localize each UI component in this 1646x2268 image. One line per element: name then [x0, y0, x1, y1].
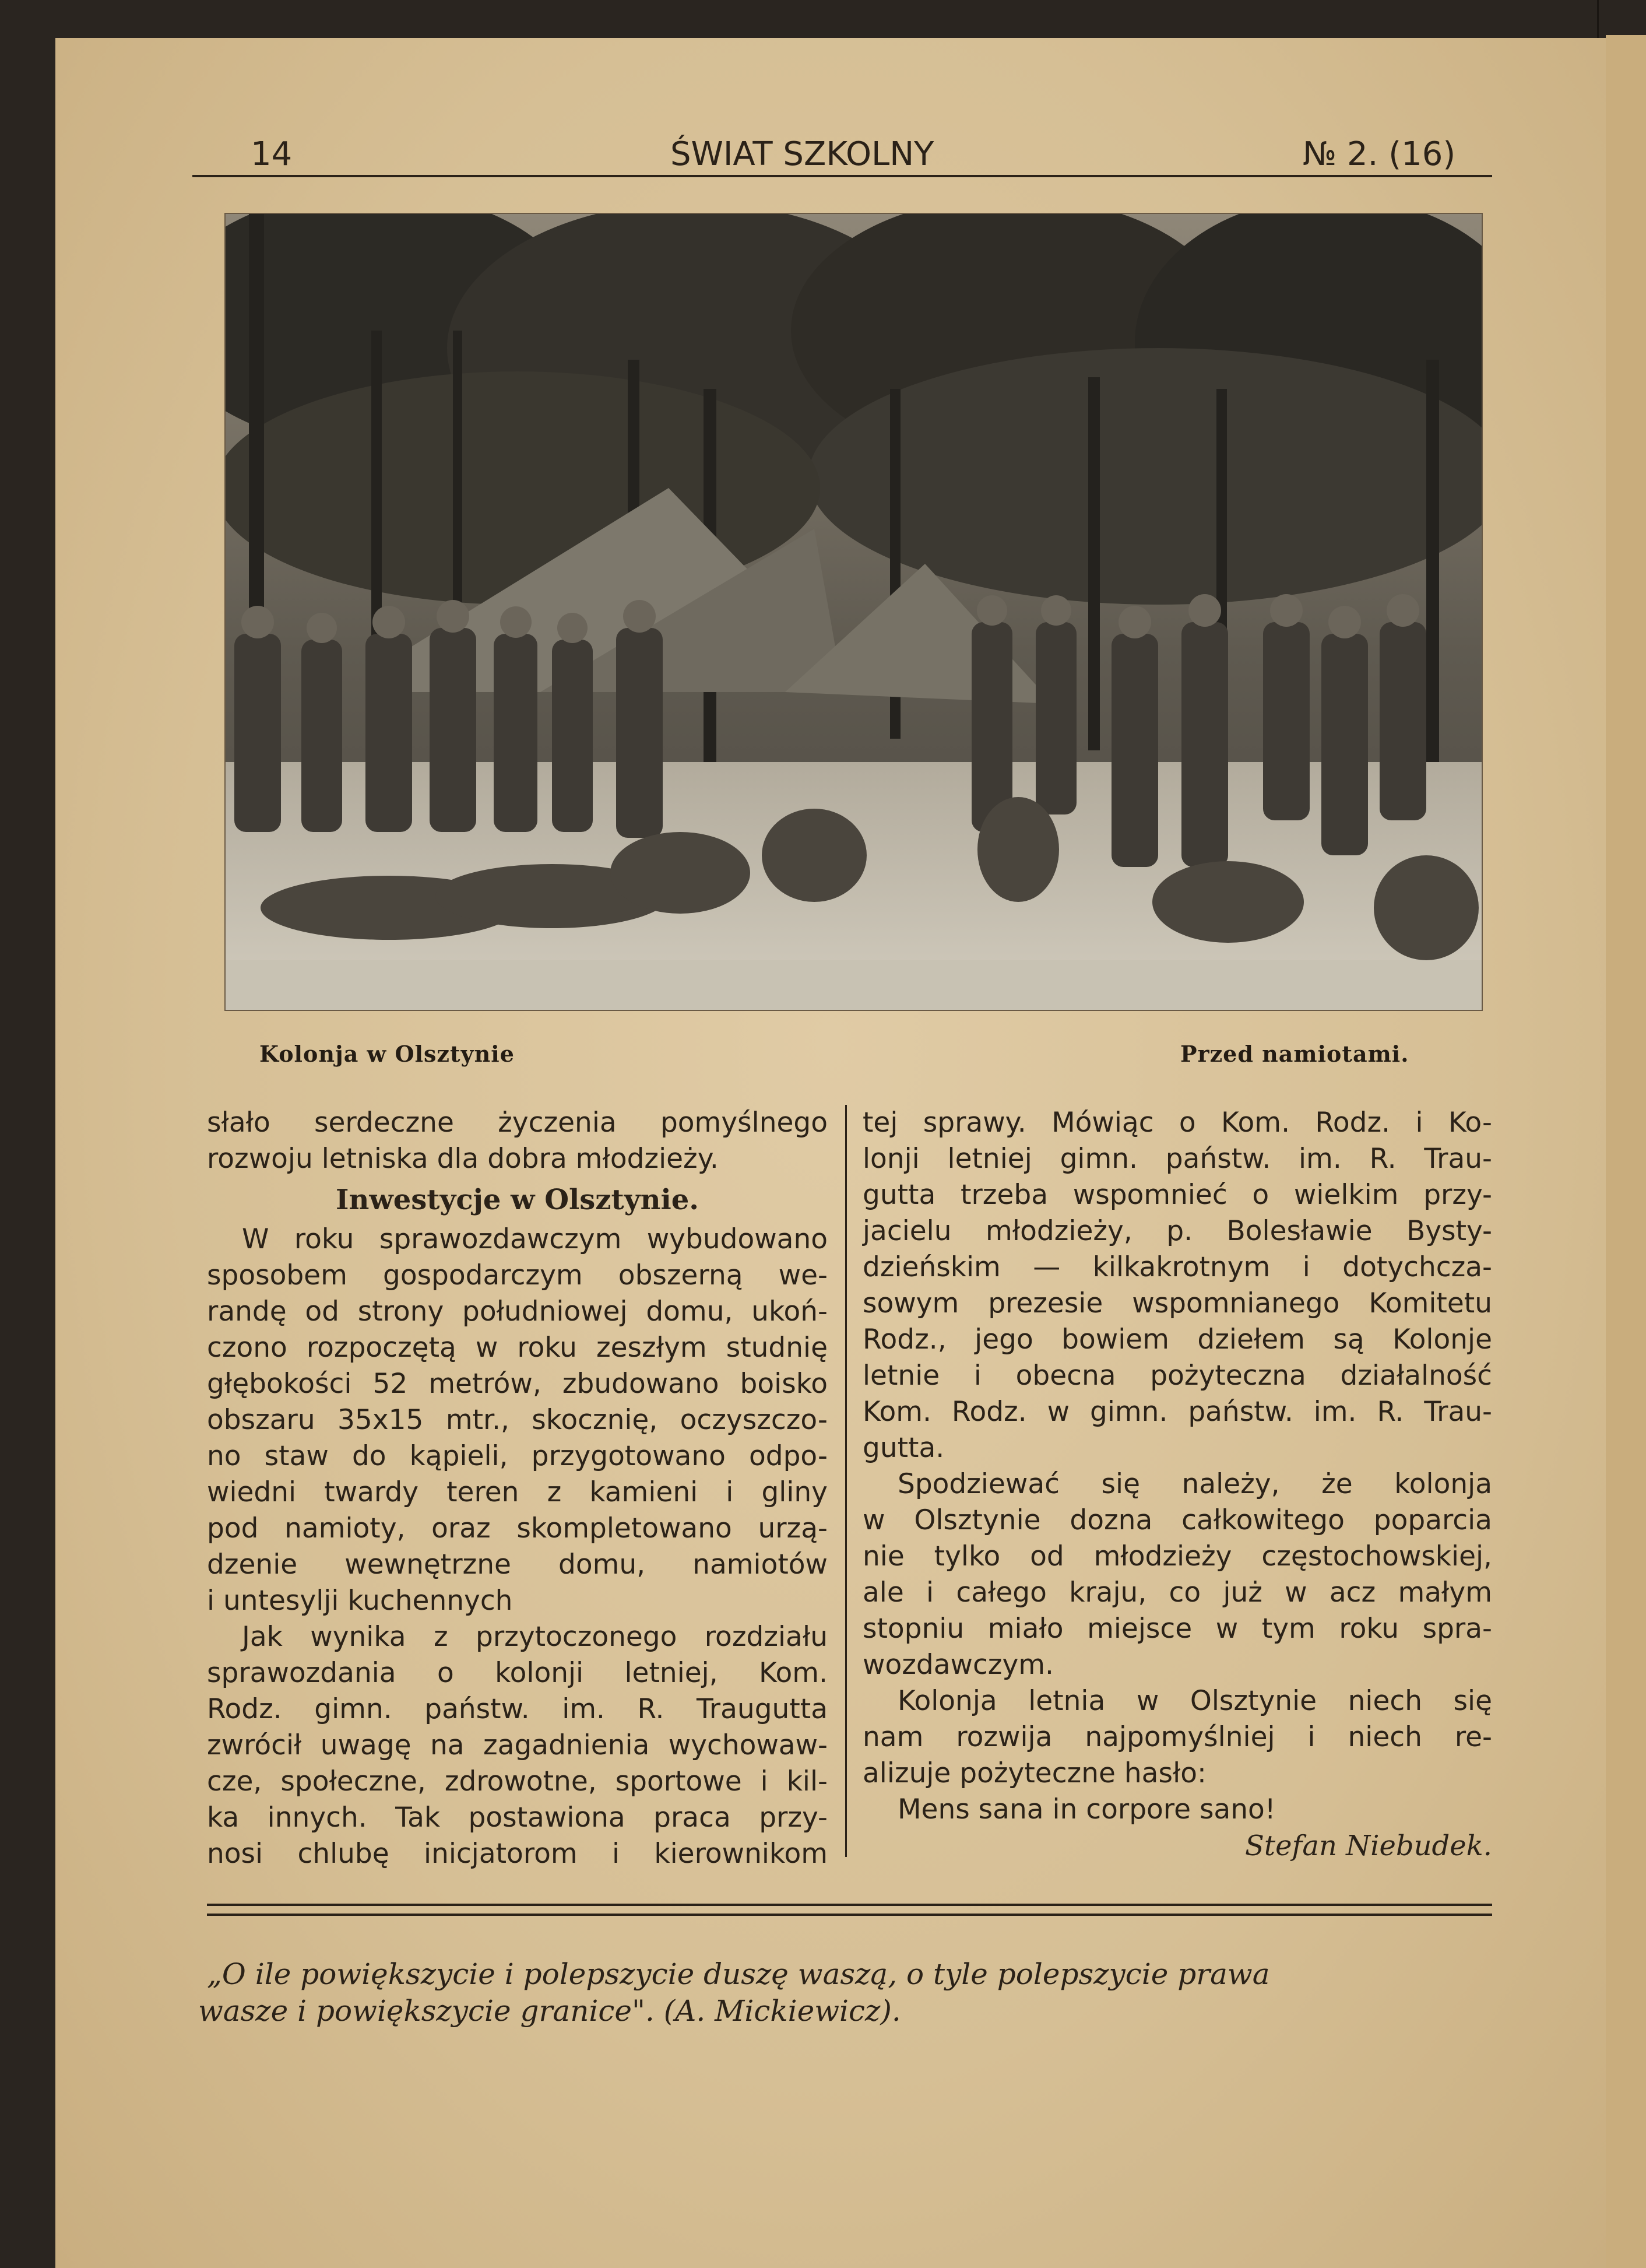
text-line: stopniu miało miejsce w tym roku spra-: [863, 1613, 1492, 1645]
text-line: gutta.: [863, 1432, 945, 1464]
text-line: czono rozpoczętą w roku zeszłym studnię: [207, 1332, 828, 1364]
text-line: sposobem gospodarczym obszerną we-: [207, 1259, 828, 1291]
text-line: Mens sana in corpore sano!: [898, 1793, 1276, 1825]
bottom-rule-top: [207, 1904, 1492, 1906]
text-line: sowym prezesie wspomnianego Komitetu: [863, 1287, 1492, 1319]
header-rule: [192, 175, 1492, 177]
text-line: pod namioty, oraz skompletowano urzą-: [207, 1512, 828, 1544]
text-line: alizuje pożyteczne hasło:: [863, 1757, 1207, 1789]
text-line: Kolonja letnia w Olsztynie niech się: [898, 1685, 1492, 1717]
text-line: jacielu młodzieży, p. Bolesławie Bysty-: [863, 1215, 1492, 1247]
author-signature: Stefan Niebudek.: [1244, 1830, 1492, 1862]
text-line: Rodz., jego bowiem dziełem są Kolonje: [863, 1323, 1492, 1356]
text-line: tej sprawy. Mówiąc o Kom. Rodz. i Ko-: [863, 1107, 1492, 1139]
column-divider: [845, 1105, 847, 1857]
text-line: W roku sprawozdawczym wybudowano: [242, 1223, 828, 1255]
text-line: słało serdeczne życzenia pomyślnego: [207, 1107, 828, 1139]
page-number: 14: [251, 135, 293, 173]
journal-title: ŚWIAT SZKOLNY: [670, 135, 934, 173]
text-line: dzenie wewnętrzne domu, namiotów: [207, 1549, 828, 1581]
text-line: obszaru 35x15 mtr., skocznię, oczyszczo-: [207, 1404, 828, 1436]
text-line: głębokości 52 metrów, zbudowano boisko: [207, 1368, 828, 1400]
text-line: no staw do kąpieli, przygotowano odpo-: [207, 1440, 828, 1472]
text-line: zwrócił uwagę na zagadnienia wychowaw-: [207, 1729, 828, 1761]
left-text-column: [207, 1105, 828, 1872]
text-line: nie tylko od młodzieży częstochowskiej,: [863, 1540, 1492, 1572]
text-line: ale i całego kraju, co już w acz małym: [863, 1577, 1492, 1609]
camp-photo: [224, 213, 1483, 1011]
text-line: letnie i obecna pożyteczna działalność: [863, 1360, 1492, 1392]
text-line: randę od strony południowej domu, ukoń-: [207, 1296, 828, 1328]
text-line: Jak wynika z przytoczonego rozdziału: [242, 1621, 828, 1653]
text-line: i untesylji kuchennych: [207, 1585, 513, 1617]
text-line: cze, społeczne, zdrowotne, sportowe i kil-: [207, 1765, 828, 1797]
photo-caption-right: Przed namiotami.: [1180, 1041, 1409, 1067]
text-line: Spodziewać się należy, że kolonja: [898, 1468, 1492, 1500]
text-line: nosi chlubę inicjatorom i kierownikom: [207, 1838, 828, 1870]
text-line: ka innych. Tak postawiona praca przy-: [207, 1802, 828, 1834]
text-line: nam rozwija najpomyślniej i niech re-: [863, 1721, 1492, 1753]
text-line: Kom. Rodz. w gimn. państw. im. R. Trau-: [863, 1396, 1492, 1428]
section-heading: Inwestycje w Olsztynie.: [336, 1184, 699, 1216]
text-line: w Olsztynie dozna całkowitego poparcia: [863, 1504, 1492, 1536]
text-line: sprawozdania o kolonji letniej, Kom.: [207, 1657, 828, 1689]
text-line: wiedni twardy teren z kamieni i gliny: [207, 1476, 828, 1508]
text-line: lonji letniej gimn. państw. im. R. Trau-: [863, 1143, 1492, 1175]
right-text-column: [863, 1105, 1492, 1864]
text-line: rozwoju letniska dla dobra młodzieży.: [207, 1143, 719, 1175]
issue-number: № 2. (16): [1303, 135, 1456, 173]
text-line: wozdawczym.: [863, 1649, 1054, 1681]
text-line: Rodz. gimn. państw. im. R. Traugutta: [207, 1693, 828, 1725]
text-line: dzieńskim — kilkakrotnym i dotychcza-: [863, 1251, 1492, 1283]
photo-caption-left: Kolonja w Olsztynie: [259, 1041, 515, 1067]
bottom-rule-bottom: [207, 1914, 1492, 1916]
mickiewicz-quote-line-1: „O ile powiększycie i polepszycie duszę waszą, o tyle polepszycie prawa: [207, 1957, 1270, 1991]
text-line: gutta trzeba wspomnieć o wielkim przy-: [863, 1179, 1492, 1211]
next-page-edge: [1606, 35, 1646, 2268]
mickiewicz-quote-line-2: wasze i powiększycie granice". (A. Mickiewicz).: [198, 1994, 901, 2028]
